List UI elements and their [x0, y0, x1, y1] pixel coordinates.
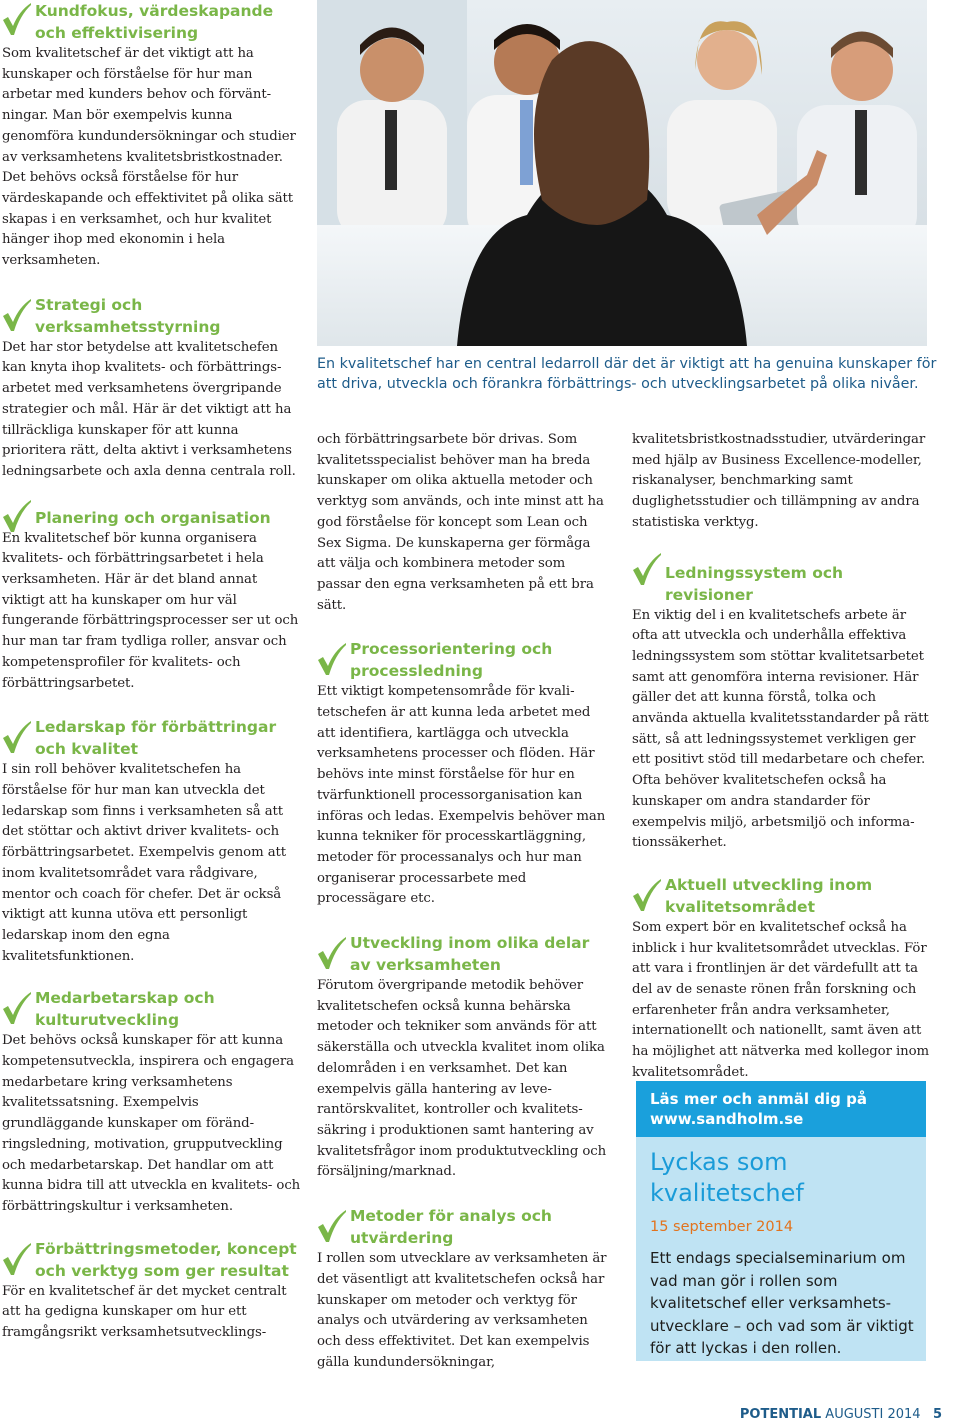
checkmark-icon [2, 991, 32, 1025]
section-heading: Processorientering och processledning [350, 640, 553, 681]
meeting-photo-illustration [317, 0, 927, 346]
section-utveckling [317, 932, 612, 1183]
section-kundfokus [2, 0, 302, 272]
section-heading: Planering och organisation [35, 508, 271, 527]
checkmark-icon [2, 1242, 32, 1276]
section-metoder [317, 1205, 612, 1373]
checkmark-icon [317, 936, 347, 970]
section-text: En viktig del i en kvalitetschefs arbete är ofta att utveckla och underhålla effektiva ledningssystem som stöttar kvalitetsarbetet samt att genomföra interna revisioner. Här gäller det att kunna förstå, tolka och använda aktuella kvalitetsstandarder på rätt sätt, så att ledningssystemet verkligen ger ett positivt stöd till medarbetare och chefer. Ofta behöver kvalitetschefen också ha kunskaper om andra standarder för exempelvis miljö, arbetsmiljö och informationssäkerhet. [632, 607, 929, 851]
checkmark-icon [632, 552, 662, 586]
section-heading: Ledningssystem och revisioner [665, 563, 844, 604]
seminar-promo-box [636, 1081, 926, 1361]
section-planering [2, 507, 302, 695]
section-heading: Aktuell utveckling inom kvalitetsområdet [665, 875, 873, 916]
checkmark-icon [2, 2, 32, 36]
section-ledarskap [2, 716, 302, 967]
section-text: Som kvalitetschef är det viktigt att ha kunskaper och förståelse för hur man arbetar med kunders behov och förväntningar. Man bör exempelvis kunna genomföra kundundersökningar och studier av verksamhetens kvalitetsbristkostnader. Det behövs också förståelse för hur värdeskapande och effektivitet på olika sätt skapas i en verksamhet, och hur kvalitet hänger ihop med ekonomin i hela verksamheten. [2, 46, 296, 269]
section-text: I sin roll behöver kvalitetschefen ha förståelse för hur man kan utveckla det ledarskap som finns i verksamheten så att det stöttar och aktivt driver kvalitets- och förbättringsarbetet. Exempelvis genom att inom kvalitetsområdet vara rådgivare, mentor och coach för chefer. Det är också viktigt att kunna utöva ett personligt ledarskap inom den egna kvalitetsfunktionen. [2, 762, 287, 964]
section-text: Förutom övergripande metodik behöver kvalitetschefen också kunna behärska metoder och tekniker som används för att säkerställa och utveckla kvalitet inom olika delområden i en verksamhet. Det kan exempelvis gälla hantering av leverantörskvalitet, kontroller och kvalitetssäkring i produktionen samt hantering av kvalitetsfrågor inom produktutveckling och försäljning/marknad. [317, 978, 607, 1180]
promo-signup-text: Läs mer och anmäl dig på [650, 1090, 867, 1108]
checkmark-icon [2, 720, 32, 754]
checkmark-icon [2, 499, 32, 533]
section-heading: Ledarskap för förbättringar och kvalitet [35, 718, 277, 759]
page-footer [740, 1407, 942, 1422]
column-3-intro: kvalitetsbristkostnadsstudier, utvärderingar med hjälp av Business Excellence-modeller, riskanalyser, benchmarking samt duglighetsstudier och tillämpning av andra statistiska verktyg. [632, 432, 926, 530]
section-aktuell-utveckling [632, 874, 932, 1084]
column-3 [632, 430, 932, 1084]
checkmark-icon [317, 1209, 347, 1243]
column-1 [2, 0, 302, 1344]
meeting-photo [317, 0, 927, 346]
column-2-intro: och förbättringsarbete bör drivas. Som kvalitetsspecialist behöver man ha breda kunskaper om olika aktuella metoder och verktyg som används, och inte minst att ha god förståelse för koncept som Lean och Sex Sigma. De kunskaperna ger förmåga att välja och kombinera metoder som passar den egna verksamheten på ett bra sätt. [317, 432, 604, 613]
section-text: I rollen som utvecklare av verksamheten är det väsentligt att kvalitetschefen också har kunskaper om metoder och verktyg för analys och utvärdering av verksamheten och dess effektivitet. Det kan exempelvis gälla kundundersökningar, [317, 1251, 607, 1370]
column-2 [317, 430, 612, 1373]
checkmark-icon [317, 642, 347, 676]
checkmark-icon [632, 878, 662, 912]
section-heading: Metoder för analys och utvärdering [350, 1207, 552, 1248]
promo-signup-link[interactable]: www.sandholm.se [650, 1110, 804, 1128]
promo-title: Lyckas som kvalitetschef [650, 1148, 804, 1207]
magazine-name: POTENTIAL [739, 1407, 822, 1422]
section-text: En kvalitetschef bör kunna organisera kvalitets- och förbättringsarbetet i hela verksamheten. Här är det bland annat viktigt att ha kunskaper om hur väl fungerande förbättringsprocesser ser ut och hur man tar fram tydliga roller, ansvar och kompetensprofiler för kvalitets- och förbättringsarbetet. [2, 530, 299, 691]
page-number: 5 [932, 1407, 942, 1422]
issue-date: AUGUSTI 2014 [825, 1407, 921, 1422]
section-text: Det har stor betydelse att kvalitetschefen kan knyta ihop kvalitets- och förbättringsarbetet med verksamhetens övergripande strategier och mål. Här är det viktigt att ha tillräckliga kunskaper för att kunna prioritera rätt, delta aktivt i verksamhetens ledningsarbete och axla denna centrala roll. [2, 339, 296, 479]
section-forbattringsmetoder [2, 1238, 302, 1344]
promo-signup-bar[interactable] [636, 1081, 926, 1137]
section-heading: Utveckling inom olika delar av verksamheten [350, 934, 590, 975]
section-heading: Kundfokus, värdeskapande och effektivisering [35, 2, 274, 42]
section-ledningssystem [632, 562, 932, 854]
section-heading: Strategi och verksamhetsstyrning [35, 295, 221, 336]
section-strategi [2, 294, 302, 483]
photo-caption: En kvalitetschef har en central ledarroll där det är viktigt att ha genuina kunskaper för att driva, utveckla och förankra förbättrings- och utvecklingsarbetet på olika nivåer. [317, 356, 937, 392]
promo-date: 15 september 2014 [650, 1219, 794, 1235]
section-text: Det behövs också kunskaper för att kunna kompetensutveckla, inspirera och engagera medarbetare kring verksamhetens kvalitetssatsning. Exempelvis grundläggande kunskaper om förändringsledning, motivation, grupputveckling och medarbetarskap. Det handlar om att kunna bidra till att utveckla en kvalitets- och förbättringskultur i verksamheten. [2, 1033, 301, 1214]
section-heading: Förbättringsmetoder, koncept och verktyg som ger resultat [35, 1239, 297, 1280]
promo-description: Ett endags specialseminarium om vad man gör i rollen som kvalitetschef eller verksamhetsutvecklare – och vad som är viktigt för att lyckas i den rollen. [650, 1249, 914, 1357]
section-medarbetarskap [2, 987, 302, 1217]
section-processorientering [317, 638, 612, 910]
checkmark-icon [2, 298, 32, 332]
section-text: Ett viktigt kompetensområde för kvalitetschefen är att kunna leda arbetet med att identifiera, kartlägga och utveckla verksamhetens processer och flöden. Här behövs inte minst förståelse för hur en tvärfunktionell processorganisation kan införas och ledas. Exempelvis behöver man kunna tekniker för processkartläggning, metoder för processanalys och hur man organiserar processarbete med processägare etc. [317, 684, 606, 907]
section-heading: Medarbetarskap och kulturutveckling [35, 989, 215, 1030]
section-text: Som expert bör en kvalitetschef också ha inblick i hur kvalitetsområdet utvecklas. För att vara i frontlinjen är det värdefullt att ta del av de senaste rönen från forskning och erfarenheter från andra verksamheter, internationellt och nationellt, samt även att ha möjlighet att nätverka med kollegor inom kvalitetsområdet. [632, 919, 929, 1080]
section-text: För en kvalitetschef är det mycket centralt att ha gedigna kunskaper om hur ett framgångsrikt verksamhetsutvecklings- [2, 1283, 287, 1341]
